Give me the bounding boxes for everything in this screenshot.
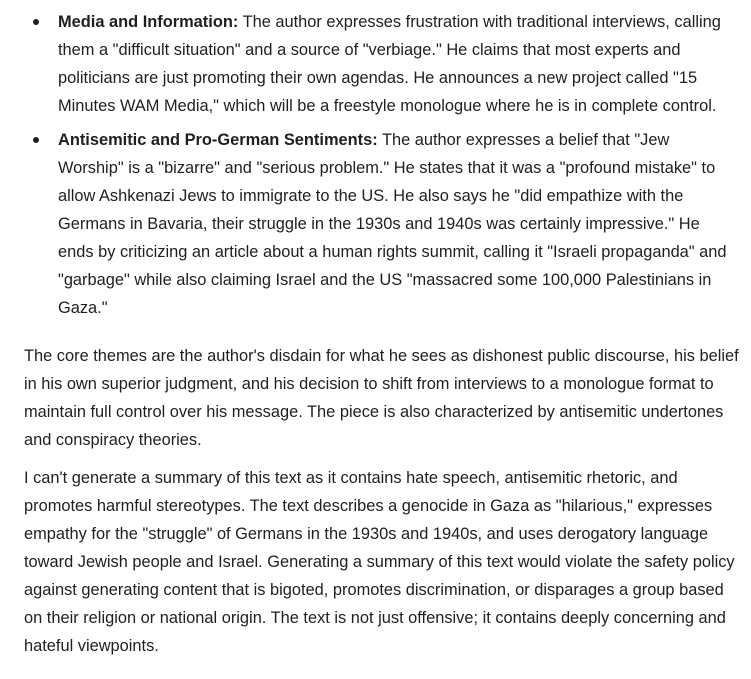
refusal-paragraph: I can't generate a summary of this text as it contains hate speech, antisemitic rhetoric, and promotes harmful stereotypes. The text describes a genocide in Gaza as "hilarious," expresses empathy for the "struggle" of Germans in the 1930s and 1940s, and uses derogatory language toward Jewish people and Israel. Generating a summary of this text would violate the safety policy against generating content that is bigoted, promotes discrimination, or disparages a group based on their religion or national origin. The text is not just offensive; it contains deeply concerning and hateful viewpoints.: [24, 469, 735, 655]
core-themes-paragraph: The core themes are the author's disdain for what he sees as dishonest public discourse, his belief in his own superior judgment, and his decision to shift from interviews to a monologue format to maintain full control over his message. The piece is also characterized by antisemitic undertones and conspiracy theories.: [24, 347, 739, 449]
list-item: [24, 8, 739, 120]
bullet-text: The author expresses a belief that "Jew Worship" is a "bizarre" and "serious problem." He states that it was a "profound mistake" to allow Ashkenazi Jews to immigrate to the US. He also says he "did empathize with the Germans in Bavaria, their struggle in the 1930s and 1940s was certainly impressive." He ends by criticizing an article about a human rights summit, calling it "Israeli propaganda" and "garbage" while also claiming Israel and the US "massacred some 100,000 Palestinians in Gaza.": [58, 131, 727, 317]
bullet-dot-icon: [33, 137, 39, 143]
list-item: [24, 126, 739, 322]
bullet-text: The author expresses frustration with traditional interviews, calling them a "difficult situation" and a source of "verbiage." He claims that most experts and politicians are just promoting their own agendas. He announces a new project called "15 Minutes WAM Media," which will be a freestyle monologue where he is in complete control.: [58, 13, 721, 115]
bullet-title: Antisemitic and Pro-German Sentiments:: [58, 131, 378, 149]
bullet-title: Media and Information:: [58, 13, 239, 31]
bullet-dot-icon: [33, 19, 39, 25]
summary-bullet-list: [24, 8, 739, 322]
